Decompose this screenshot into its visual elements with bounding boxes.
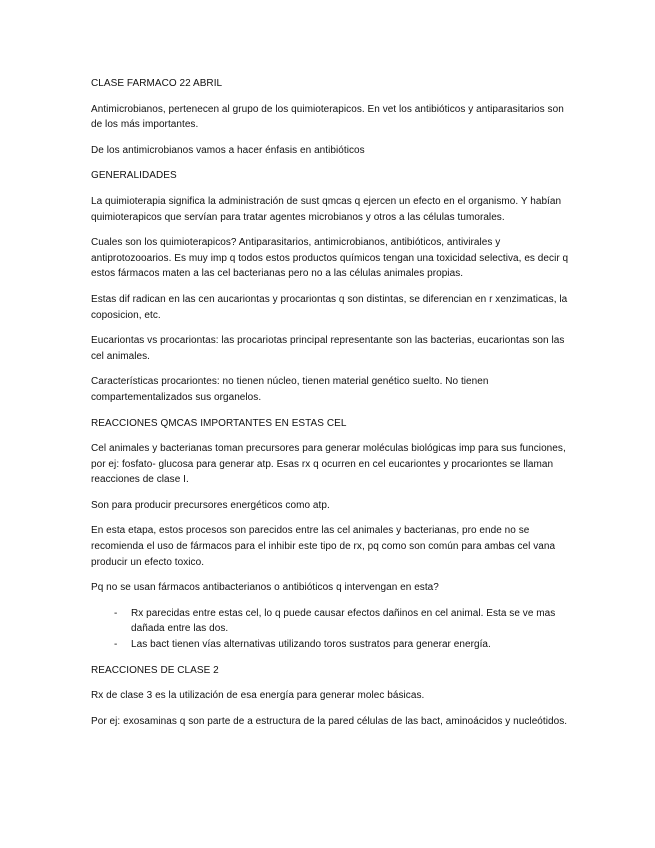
bullet-marker: - bbox=[114, 607, 118, 619]
paragraph: Estas dif radican en las cen aucariontas y procariontas q son distintas, se diferencian en r xenzimaticas, la coposicion, etc. bbox=[91, 293, 568, 321]
list-item-text: Rx parecidas entre estas cel, lo q puede causar efectos dañinos en cel animal. Esta se ve mas dañada entre las dos. bbox=[131, 607, 556, 635]
list-item bbox=[91, 637, 569, 653]
paragraph: Son para producir precursores energéticos como atp. bbox=[91, 499, 330, 511]
bullet-marker: - bbox=[114, 639, 118, 651]
paragraph: Características procariontes: no tienen núcleo, tienen material genético suelto. No tienen compartementalizados sus organelos. bbox=[91, 376, 489, 403]
paragraph: Eucariontas vs procariontas: las procariotas principal representante son las bacterias, eucariontas son las cel animales. bbox=[91, 335, 565, 362]
section-heading: REACCIONES DE CLASE 2 bbox=[91, 664, 219, 676]
section-heading: GENERALIDADES bbox=[91, 170, 177, 182]
list-item-text: Las bact tienen vías alternativas utilizando toros sustratos para generar energía. bbox=[131, 639, 491, 651]
list-item bbox=[91, 606, 569, 637]
paragraph: De los antimicrobianos vamos a hacer énfasis en antibióticos bbox=[91, 144, 365, 156]
document-title: CLASE FARMACO 22 ABRIL bbox=[91, 78, 223, 89]
paragraph: Rx de clase 3 es la utilización de esa energía para generar molec básicas. bbox=[91, 690, 425, 702]
paragraph: Pq no se usan fármacos antibacterianos o antibióticos q intervengan en esta? bbox=[91, 582, 439, 594]
bullet-list bbox=[91, 606, 569, 653]
paragraph: Antimicrobianos, pertenecen al grupo de los quimioterapicos. En vet los antibióticos y antiparasitarios son de los más importantes. bbox=[91, 103, 564, 131]
paragraph: Por ej: exosaminas q son parte de a estructura de la pared células de las bact, aminoácidos y nucleótidos. bbox=[91, 715, 568, 727]
paragraph: Cuales son los quimioterapicos? Antiparasitarios, antimicrobianos, antibióticos, antivirales y antiprotozooarios. Es muy imp q todos estos productos químicos tengan una toxicidad selectiva, es decir q estos fármacos maten a las cel bacterianas pero no a las células animales propias. bbox=[91, 237, 569, 280]
document-body bbox=[91, 76, 569, 739]
paragraph: Cel animales y bacterianas toman precursores para generar moléculas biológicas imp para sus funciones, por ej: fosfato- glucosa para generar atp. Esas rx q ocurren en cel eucariontes y procariontes se llaman reacciones de clase I. bbox=[91, 443, 566, 486]
paragraph: En esta etapa, estos procesos son parecidos entre las cel animales y bacterianas, pro ende no se recomienda el uso de fármacos para el inhibir este tipo de rx, pq como son común para ambas cel vana producir un efecto toxico. bbox=[91, 525, 556, 568]
paragraph: La quimioterapia significa la administración de sust qmcas q ejercen un efecto en el organismo. Y habían quimioterapicos que servían para tratar agentes microbianos y otros a las células tumorales. bbox=[91, 195, 562, 223]
section-heading: REACCIONES QMCAS IMPORTANTES EN ESTAS CEL bbox=[91, 417, 347, 429]
